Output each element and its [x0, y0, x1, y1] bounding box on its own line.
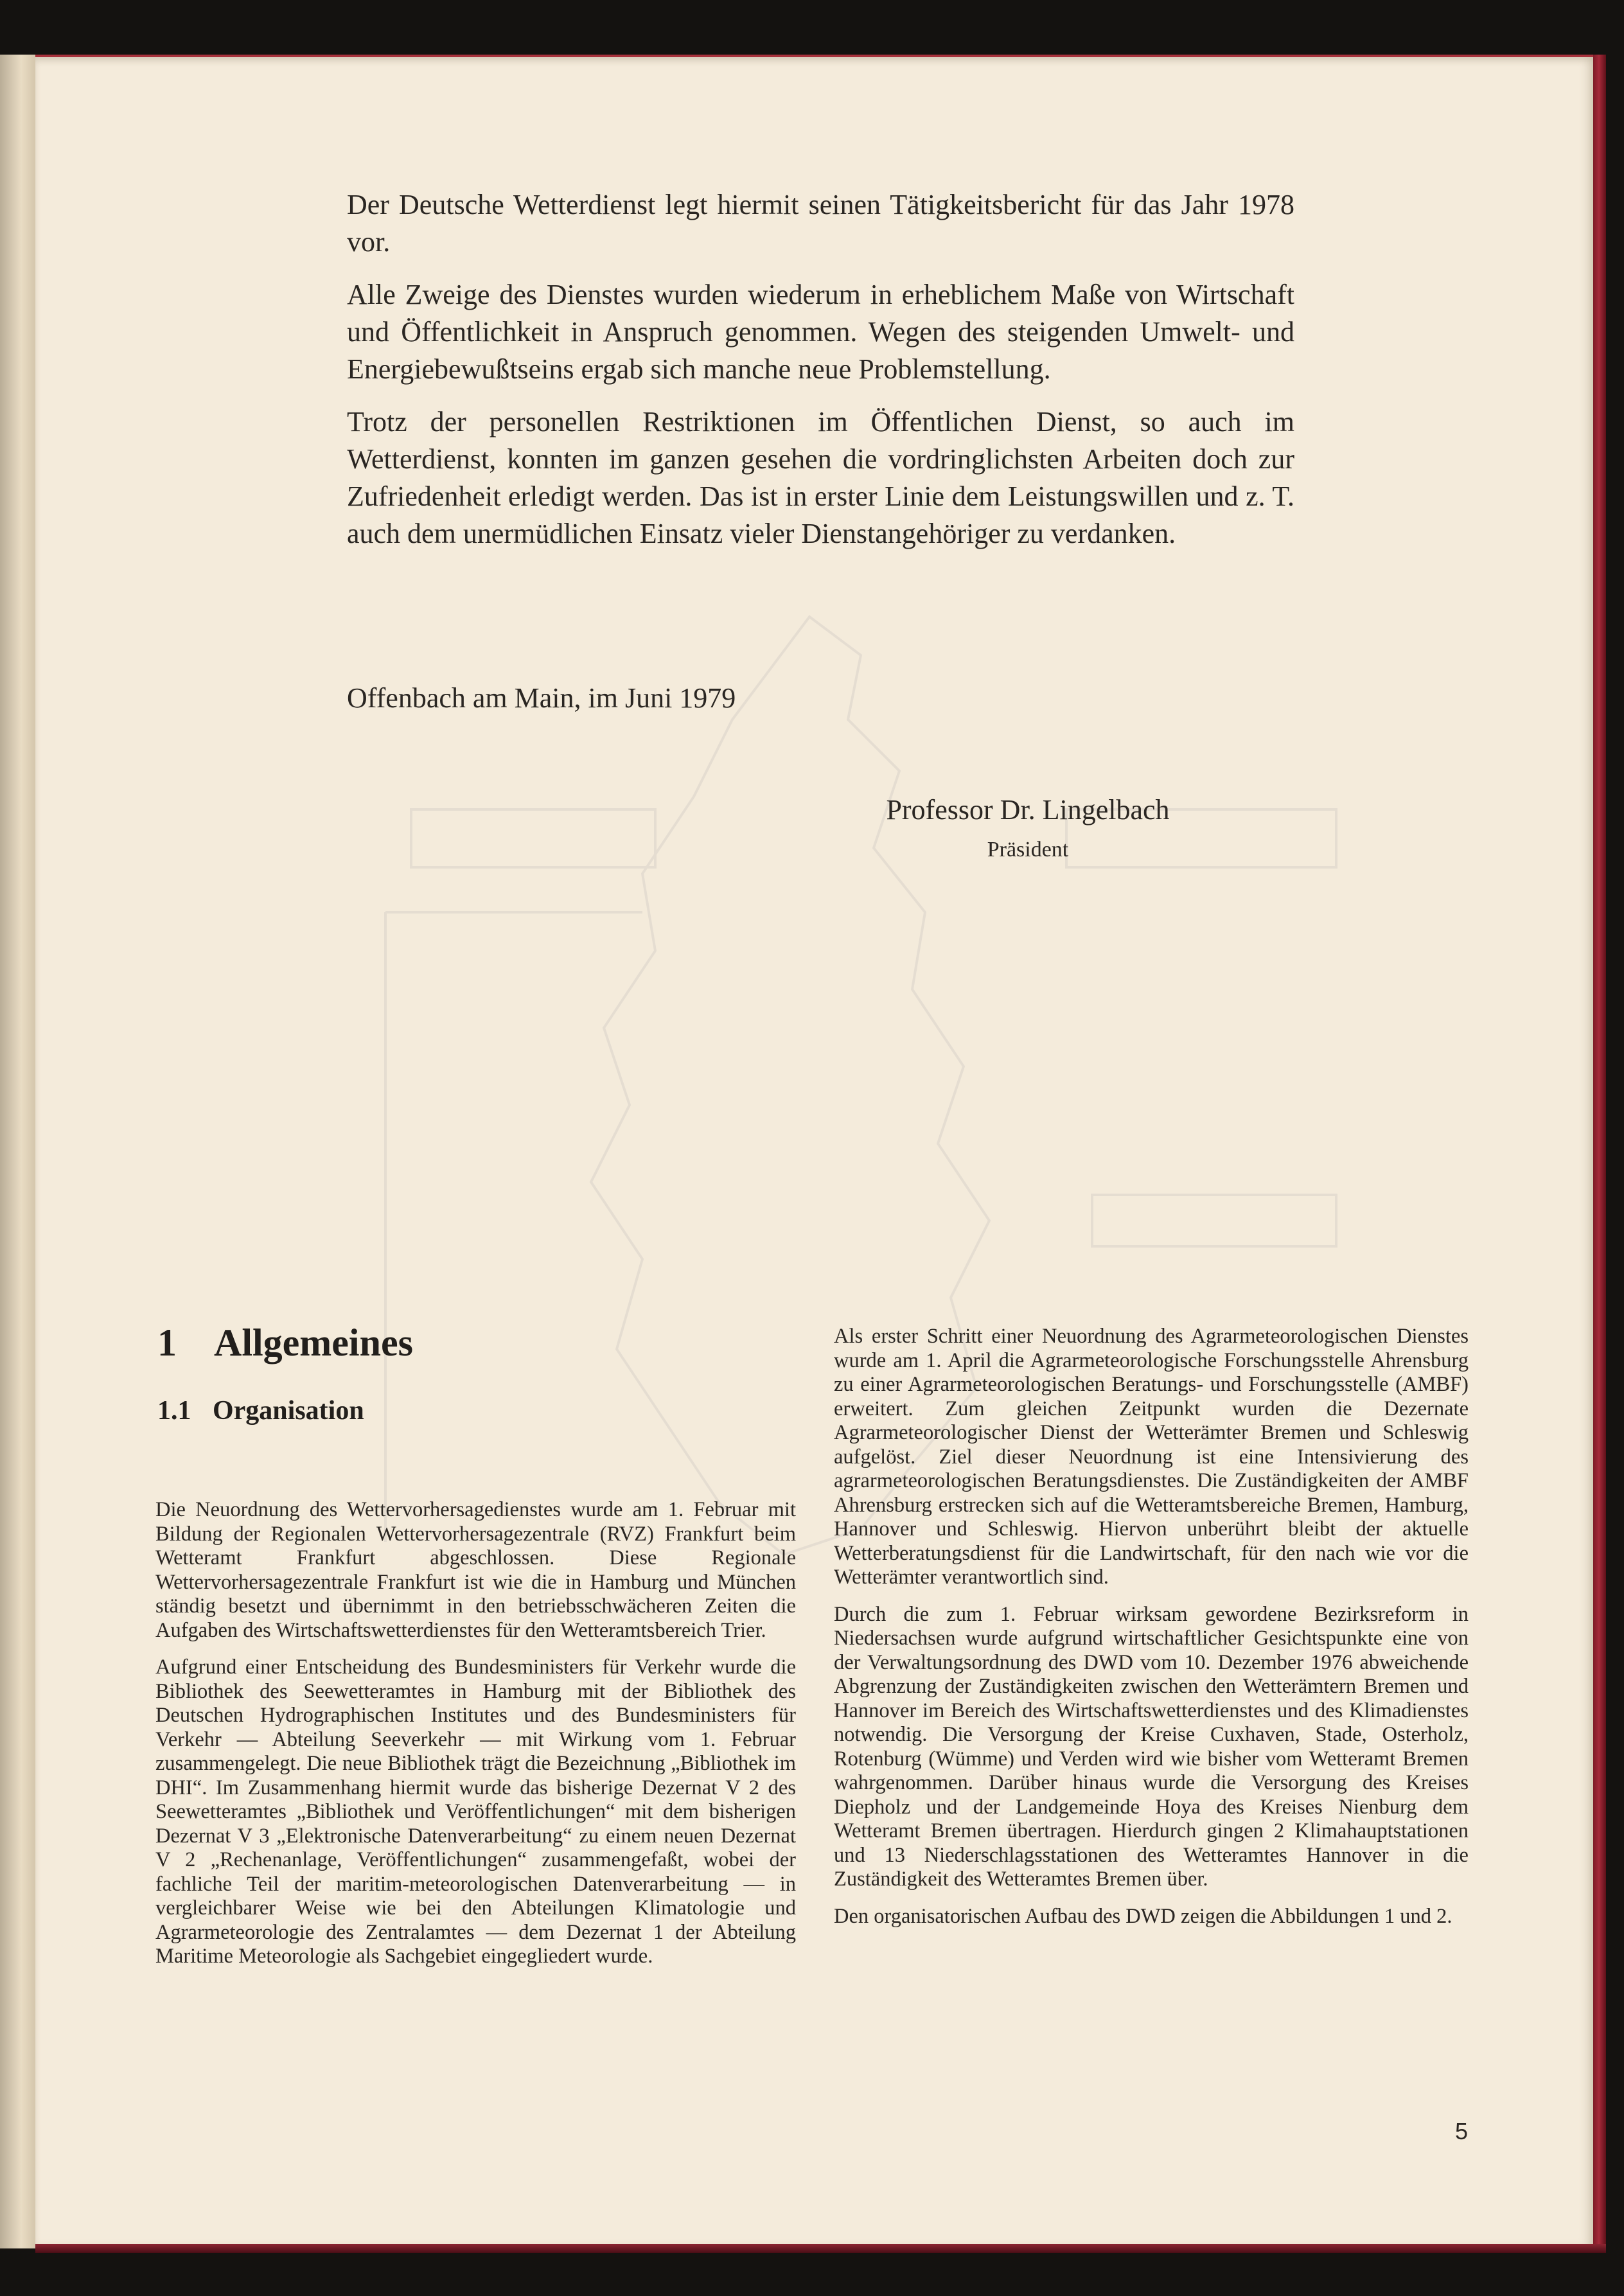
body-paragraph: Aufgrund einer Entscheidung des Bundesministers für Verkehr wurde die Bibliothek des Seewetteramtes in Hamburg mit der Bibliothek des Deutschen Hydrographischen Institutes und des Bundesministers für Verkehr — Abteilung Seeverkehr — mit Wirkung vom 1. Februar zusammengelegt. Die neue Bibliothek trägt die Bezeichnung „Bibliothek im DHI“. Im Zusammenhang hiermit wurde das bisherige Dezernat V 2 des Seewetteramtes „Bibliothek und Veröffentlichungen“ mit dem bisherigen Dezernat V 3 „Elektronische Datenverarbeitung“ zu einem neuen Dezernat V 2 „Rechenanlage, Veröffentlichungen“ zusammengefaßt, wobei der fachliche Teil der maritim-meteorologischen Datenverarbeitung — in vergleichbarer Weise wie bei den Abteilungen Klimatologie und Agrarmeteorologie des Zentralamtes — dem Dezernat 1 der Abteilung Maritime Meteorologie als Sachgebiet eingegliedert wurde.	[155, 1656, 796, 1968]
left-column	[155, 1498, 796, 1982]
body-paragraph: Die Neuordnung des Wettervorhersagedienstes wurde am 1. Februar mit Bildung der Regionalen Wettervorhersagezentrale (RVZ) Frankfurt beim Wetteramt Frankfurt abgeschlossen. Diese Regionale Wettervorhersagezentrale Frankfurt ist wie die in Hamburg und München ständig besetzt und übernimmt in den betriebsschwächeren Zeiten die Aufgaben des Wirtschaftswetterdienstes für den Wetteramtsbereich Trier.	[155, 1498, 796, 1642]
foreword-paragraph: Der Deutsche Wetterdienst legt hiermit seinen Tätigkeitsbericht für das Jahr 1978 vor.	[347, 189, 1294, 258]
section-number: 1	[157, 1321, 177, 1364]
book-binding-left	[0, 55, 35, 2248]
subsection-heading	[157, 1393, 736, 1429]
foreword-paragraph: Trotz der personellen Restriktionen im Öffentlichen Dienst, so auch im Wetterdienst, konnten im ganzen gesehen die vordringlichsten Arbeiten doch zur Zufriedenheit erledigt werden. Das ist in erster Linie dem Leistungswillen und z. T. auch dem unermüdlichen Einsatz vieler Dienstangehöriger zu verdanken.	[347, 406, 1294, 549]
subsection-title: Organisation	[213, 1396, 364, 1426]
foreword	[347, 186, 1294, 568]
subsection-number: 1.1	[157, 1396, 191, 1426]
signer-role: Präsident	[987, 838, 1069, 861]
foreword-paragraph: Alle Zweige des Dienstes wurden wiederum in erheblichem Maße von Wirtschaft und Öffentlichkeit in Anspruch genommen. Wegen des steigenden Umwelt- und Energiebewußtseins ergab sich manche neue Problemstellung.	[347, 279, 1294, 385]
body-paragraph: Durch die zum 1. Februar wirksam gewordene Bezirksreform in Niedersachsen wurde aufgrund wirtschaftlicher Gesichtspunkte eine von der Verwaltungsordnung des DWD vom 10. Dezember 1976 abweichende Abgrenzung der Zuständigkeiten zwischen den Wetterämtern Bremen und Hannover im Bereich des Wirtschaftswetterdienstes und des Klimadienstes notwendig. Die Versorgung der Kreise Cuxhaven, Stade, Osterholz, Rotenburg (Wümme) und Verden wird wie bisher vom Wetteramt Bremen wahrgenommen. Darüber hinaus wurde die Versorgung des Kreises Diepholz und der Landgemeinde Hoya des Kreises Nienburg dem Wetteramt Bremen übertragen. Hierdurch gingen 2 Klimahauptstationen und 13 Niederschlagsstationen des Wetteramtes Hannover in die Zuständigkeit des Wetteramtes Bremen über.	[834, 1602, 1469, 1891]
section-title: Allgemeines	[214, 1321, 413, 1364]
book-binding-right	[1593, 55, 1606, 2252]
page-number: 5	[1454, 2118, 1468, 2144]
signature-block	[835, 791, 1221, 865]
book-binding-bottom	[35, 2244, 1606, 2253]
section-heading	[157, 1318, 736, 1367]
signer-name: Professor Dr. Lingelbach	[886, 794, 1170, 826]
right-column	[834, 1325, 1469, 1941]
body-paragraph: Als erster Schritt einer Neuordnung des Agrarmeteorologischen Dienstes wurde am 1. April die Agrarmeteorologische Forschungsstelle Ahrensburg zu einer Agrarmeteorologischen Beratungs- und Forschungsstelle (AMBF) erweitert. Zum gleichen Zeitpunkt wurden die Dezernate Agrarmeteorologischer Dienst der Wetterämter Bremen und Schleswig aufgelöst. Ziel dieser Neuordnung ist eine Intensivierung des agrarmeteorologischen Beratungsdienstes. Die Zuständigkeiten der AMBF Ahrensburg erstrecken sich auf die Wetteramtsbereiche Bremen, Hamburg, Hannover und Schleswig. Hiervon unberührt bleibt der aktuelle Wetterberatungsdienst für die Landwirtschaft, für den nach wie vor die Wetterämter verantwortlich sind.	[834, 1325, 1469, 1589]
body-paragraph: Den organisatorischen Aufbau des DWD zeigen die Abbildungen 1 und 2.	[834, 1904, 1452, 1928]
place-date: Offenbach am Main, im Juni 1979	[347, 682, 736, 714]
